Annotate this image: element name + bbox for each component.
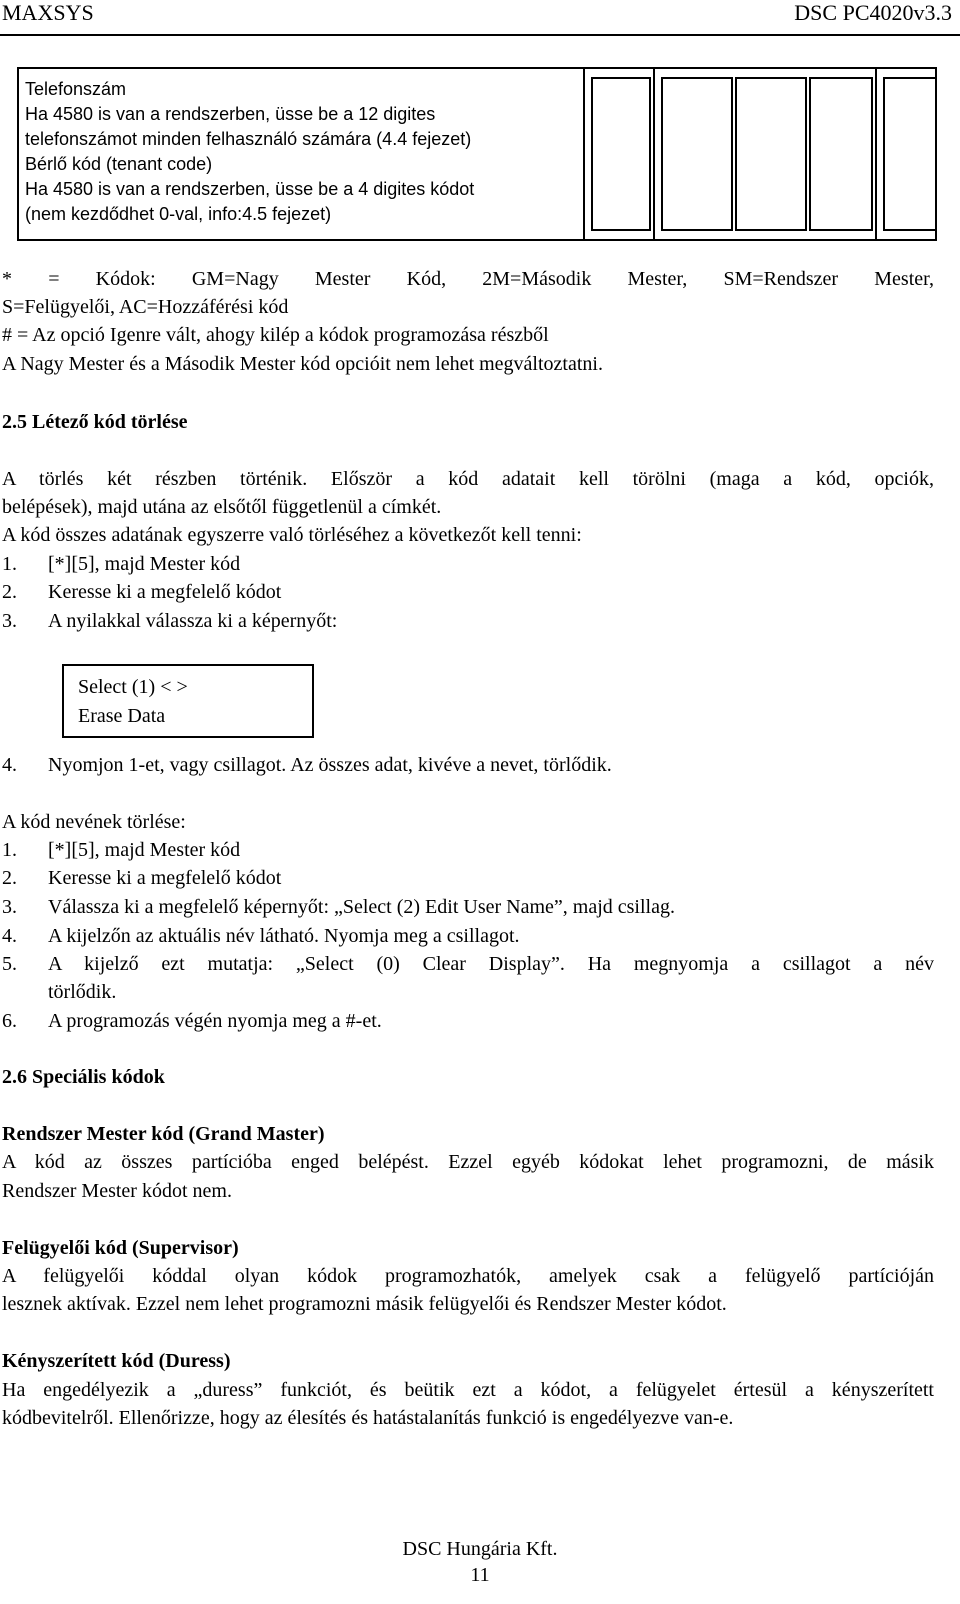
list-item: 1. [*][5], majd Mester kód	[2, 553, 241, 575]
display-line: Select (1) < >	[78, 676, 188, 698]
paragraph-line: Rendszer Mester kódot nem.	[2, 1180, 232, 1202]
list-item: 6. A programozás végén nyomja meg a #-et.	[2, 1010, 382, 1032]
section-heading: 2.5 Létező kód törlése	[2, 411, 188, 433]
keypad-display-box	[62, 664, 314, 738]
display-line: Erase Data	[78, 705, 166, 727]
list-item: törlődik.	[48, 981, 117, 1003]
table-empty-cell	[591, 77, 651, 231]
subsection-title: Felügyelői kód (Supervisor)	[2, 1237, 239, 1259]
header-rule	[0, 34, 960, 36]
table-empty-cell	[661, 77, 733, 231]
legend-line: S=Felügyelői, AC=Hozzáférési kód	[2, 296, 289, 318]
legend-line: # = Az opció Igenre vált, ahogy kilép a kódok programozása részből	[2, 324, 549, 346]
list-item: 4. Nyomjon 1-et, vagy csillagot. Az összes adat, kivéve a nevet, törlődik.	[2, 754, 612, 776]
list-item: 3. Válassza ki a megfelelő képernyőt: „Select (2) Edit User Name”, majd csillag.	[2, 896, 675, 918]
table-empty-cell	[809, 77, 873, 231]
section-heading: 2.6 Speciális kódok	[2, 1066, 165, 1088]
table-column-divider	[875, 69, 877, 239]
table-line: Ha 4580 is van a rendszerben, üsse be a 4 digites kódot	[25, 179, 475, 199]
legend-line: * = Kódok: GM=Nagy Mester Kód, 2M=Második Mester, SM=Rendszer Mester,	[2, 268, 934, 290]
list-item: 5. A kijelző ezt mutatja: „Select (0) Clear Display”. Ha megnyomja a csillagot a név	[2, 953, 934, 975]
table-description-cell	[25, 77, 474, 227]
list-item: 2. Keresse ki a megfelelő kódot	[2, 867, 282, 889]
legend-line: A Nagy Mester és a Második Mester kód opcióit nem lehet megváltoztatni.	[2, 353, 603, 375]
table-line: telefonszámot minden felhasználó számára (4.4 fejezet)	[25, 129, 472, 149]
paragraph-line: A felügyelői kóddal olyan kódok programozhatók, amelyek csak a felügyelő partícióján	[2, 1265, 934, 1287]
header-product: MAXSYS	[2, 0, 94, 25]
table-column-divider	[583, 69, 585, 239]
table-empty-cell	[735, 77, 807, 231]
paragraph-line: A kód összes adatának egyszerre való törléséhez a következőt kell tenni:	[2, 524, 582, 546]
code-options-table	[17, 67, 937, 241]
table-column-divider	[653, 69, 655, 239]
list-item: 4. A kijelzőn az aktuális név látható. Nyomja meg a csillagot.	[2, 925, 520, 947]
table-line: (nem kezdődhet 0-val, info:4.5 fejezet)	[25, 204, 332, 224]
list-item: 3. A nyilakkal válassza ki a képernyőt:	[2, 610, 338, 632]
paragraph-line: A kód az összes partícióba enged belépést. Ezzel egyéb kódokat lehet programozni, de másik	[2, 1151, 934, 1173]
paragraph-line: A kód nevének törlése:	[2, 811, 186, 833]
paragraph-line: belépések), majd utána az elsőtől függetlenül a címkét.	[2, 496, 442, 518]
header-model: DSC PC4020v3.3	[794, 0, 952, 25]
paragraph-line: lesznek aktívak. Ezzel nem lehet programozni másik felügyelői és Rendszer Mester kódot.	[2, 1293, 727, 1315]
table-line: Bérlő kód (tenant code)	[25, 154, 213, 174]
subsection-title: Rendszer Mester kód (Grand Master)	[2, 1123, 325, 1145]
paragraph-line: A törlés két részben történik. Először a kód adatait kell törölni (maga a kód, opciók,	[2, 468, 934, 490]
table-line: Ha 4580 is van a rendszerben, üsse be a 12 digites	[25, 104, 436, 124]
list-item: 1. [*][5], majd Mester kód	[2, 839, 241, 861]
footer-company: DSC Hungária Kft.	[402, 1538, 558, 1560]
page-number: 11	[470, 1564, 490, 1586]
paragraph-line: Ha engedélyezik a „duress” funkciót, és beütik ezt a kódot, a felügyelet értesül a kényszerített	[2, 1379, 934, 1401]
table-empty-cell	[883, 77, 937, 231]
table-line: Telefonszám	[25, 79, 127, 99]
paragraph-line: kódbevitelről. Ellenőrizze, hogy az élesítés és hatástalanítás funkció is engedélyezve van-e.	[2, 1407, 734, 1429]
subsection-title: Kényszerített kód (Duress)	[2, 1350, 231, 1372]
list-item: 2. Keresse ki a megfelelő kódot	[2, 581, 282, 603]
